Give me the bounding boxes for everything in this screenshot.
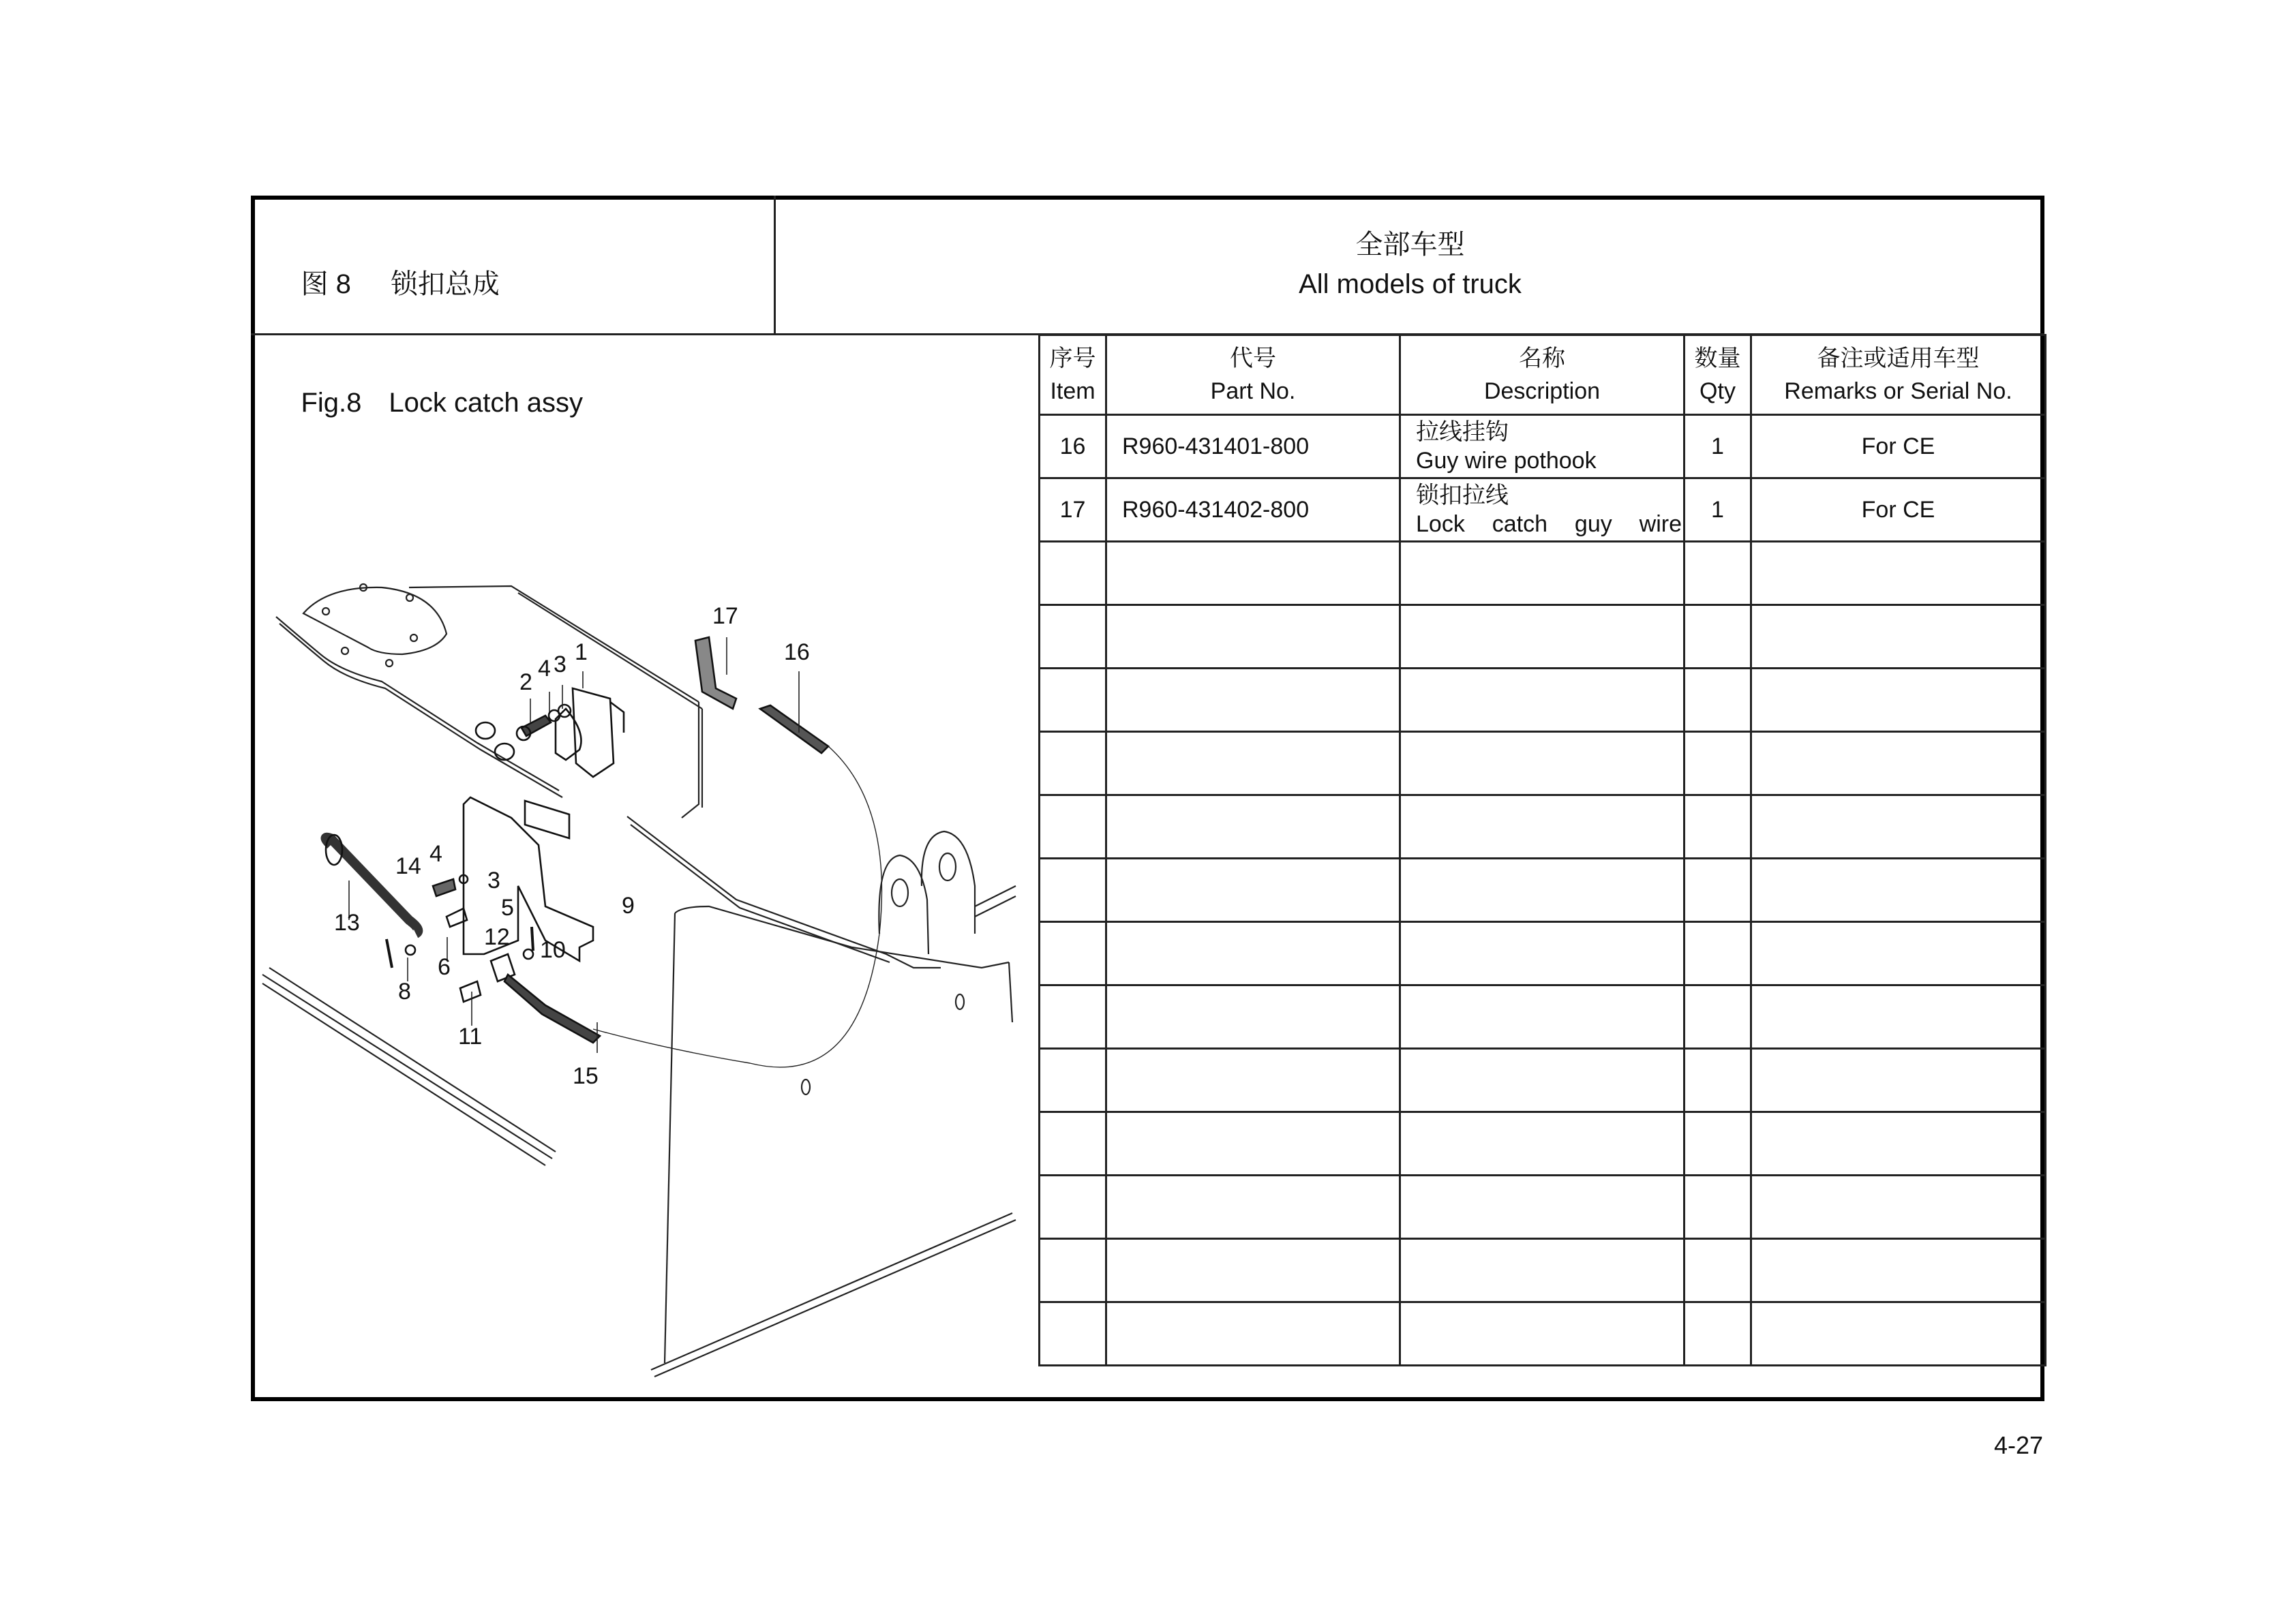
cell-empty [1751, 605, 2046, 669]
cell-empty [1106, 732, 1400, 795]
callout-1: 1 [575, 639, 588, 665]
cell-empty [1040, 985, 1106, 1049]
applicability-cn: 全部车型 [1355, 230, 1465, 260]
cell-empty [1106, 795, 1400, 859]
cell-empty [1685, 542, 1751, 605]
figure-label-en: Fig.8 [301, 388, 362, 418]
callout-9: 9 [622, 893, 635, 919]
applicability-en: All models of truck [1299, 269, 1522, 299]
table-row-empty [1040, 795, 2046, 859]
callout-2: 2 [519, 669, 532, 695]
col-header-description: 名称 Description [1400, 335, 1685, 415]
table-row [1040, 415, 2046, 478]
cell-empty [1040, 605, 1106, 669]
table-row-empty [1040, 669, 2046, 732]
cell-description [1400, 478, 1685, 542]
cell-empty [1400, 1176, 1685, 1239]
cell-empty [1685, 605, 1751, 669]
cell-empty [1400, 669, 1685, 732]
cell-empty [1106, 1239, 1400, 1302]
table-row-empty [1040, 1112, 2046, 1176]
cell-empty [1040, 922, 1106, 985]
cell-empty [1106, 1302, 1400, 1366]
cell-empty [1400, 1112, 1685, 1176]
cell-empty [1040, 1176, 1106, 1239]
col-header-remarks: 备注或适用车型 Remarks or Serial No. [1751, 335, 2046, 415]
callout-3b: 3 [487, 868, 500, 893]
callout-3: 3 [554, 652, 567, 677]
table-row-empty [1040, 859, 2046, 922]
frame-outline [262, 584, 1016, 1377]
table-row-empty [1040, 922, 2046, 985]
desc-cn: 锁扣拉线 [1416, 483, 1509, 508]
cell-empty [1751, 732, 2046, 795]
cell-empty [1400, 922, 1685, 985]
col-header-qty: 数量 Qty [1685, 335, 1751, 415]
cell-empty [1040, 859, 1106, 922]
cell-empty [1751, 669, 2046, 732]
cell-empty [1040, 1112, 1106, 1176]
cell-empty [1400, 732, 1685, 795]
cell-empty [1400, 985, 1685, 1049]
cell-empty [1685, 922, 1751, 985]
desc-word: catch [1492, 511, 1547, 537]
figure-title-en-text: Lock catch assy [389, 388, 583, 418]
cell-empty [1040, 669, 1106, 732]
page-number: 4-27 [1994, 1431, 2044, 1459]
table-row-empty [1040, 542, 2046, 605]
cell-empty [1106, 859, 1400, 922]
cell-empty [1106, 985, 1400, 1049]
parts-table [1038, 334, 2046, 1366]
desc-en: Guy wire pothook [1416, 448, 1597, 474]
table-row-empty [1040, 985, 2046, 1049]
cell-empty [1751, 1239, 2046, 1302]
cell-description [1400, 415, 1685, 478]
cell-empty [1040, 795, 1106, 859]
callout-17: 17 [712, 603, 738, 629]
cell-empty [1400, 859, 1685, 922]
cell-empty [1400, 1239, 1685, 1302]
cell-empty [1106, 542, 1400, 605]
figure-title-cn [271, 225, 583, 343]
cell-empty [1751, 1112, 2046, 1176]
cell-empty [1685, 985, 1751, 1049]
desc-word: wire [1639, 511, 1682, 537]
callout-6: 6 [438, 954, 451, 980]
cell-empty [1685, 1302, 1751, 1366]
diagram-svg [255, 335, 1039, 1397]
cell-empty [1751, 795, 2046, 859]
desc-word: Lock [1416, 511, 1465, 537]
cell-empty [1040, 1302, 1106, 1366]
cell-empty [1106, 1176, 1400, 1239]
col-header-item: 序号 Item [1040, 335, 1106, 415]
table-row-empty [1040, 1302, 2046, 1366]
cell-empty [1685, 1176, 1751, 1239]
cell-empty [1040, 542, 1106, 605]
figure-label-cn: 图 8 [301, 269, 351, 299]
col-header-part-no: 代号 Part No. [1106, 335, 1400, 415]
callout-10: 10 [540, 937, 566, 963]
cell-qty: 1 [1685, 415, 1751, 478]
cell-empty [1400, 795, 1685, 859]
cell-empty [1040, 1049, 1106, 1112]
cell-empty [1400, 1302, 1685, 1366]
cell-empty [1751, 542, 2046, 605]
cell-empty [1751, 859, 2046, 922]
cell-empty [1400, 1049, 1685, 1112]
cell-empty [1685, 1049, 1751, 1112]
cell-empty [1106, 669, 1400, 732]
cell-empty [1040, 732, 1106, 795]
callout-4: 4 [538, 656, 551, 682]
applicability-block [776, 225, 2044, 304]
table-header-row [1040, 335, 2046, 415]
cell-part-no: R960-431401-800 [1106, 415, 1400, 478]
exploded-diagram [255, 335, 1039, 1397]
callout-16: 16 [784, 639, 810, 665]
cell-remarks: For CE [1751, 415, 2046, 478]
cell-empty [1400, 605, 1685, 669]
callout-labels [334, 603, 810, 1089]
cell-empty [1751, 985, 2046, 1049]
cell-empty [1751, 1176, 2046, 1239]
cell-empty [1751, 1049, 2046, 1112]
desc-word: guy [1574, 511, 1612, 537]
cell-empty [1685, 1112, 1751, 1176]
cell-empty [1685, 732, 1751, 795]
table-row-empty [1040, 732, 2046, 795]
cell-item: 16 [1040, 415, 1106, 478]
callout-12: 12 [484, 924, 510, 950]
cell-empty [1685, 795, 1751, 859]
desc-en [1416, 510, 1683, 538]
callout-14: 14 [395, 853, 421, 879]
callout-11: 11 [458, 1024, 483, 1050]
cell-empty [1685, 669, 1751, 732]
callout-8: 8 [398, 979, 411, 1005]
table-row [1040, 478, 2046, 542]
cell-empty [1751, 922, 2046, 985]
cell-part-no: R960-431402-800 [1106, 478, 1400, 542]
table-row-empty [1040, 605, 2046, 669]
cell-empty [1400, 542, 1685, 605]
cell-empty [1040, 1239, 1106, 1302]
cell-remarks: For CE [1751, 478, 2046, 542]
callout-13: 13 [334, 910, 360, 936]
cell-empty [1685, 1239, 1751, 1302]
cell-item: 17 [1040, 478, 1106, 542]
callout-5: 5 [501, 895, 514, 921]
figure-title-cn-text: 锁扣总成 [390, 269, 500, 299]
cell-empty [1751, 1302, 2046, 1366]
cell-empty [1106, 1049, 1400, 1112]
callout-15: 15 [573, 1063, 599, 1089]
cell-empty [1106, 1112, 1400, 1176]
table-row-empty [1040, 1176, 2046, 1239]
desc-cn: 拉线挂钩 [1416, 419, 1509, 445]
cell-empty [1106, 922, 1400, 985]
cell-empty [1106, 605, 1400, 669]
table-row-empty [1040, 1049, 2046, 1112]
cell-qty: 1 [1685, 478, 1751, 542]
table-row-empty [1040, 1239, 2046, 1302]
callout-4b: 4 [429, 841, 442, 867]
cell-empty [1685, 859, 1751, 922]
